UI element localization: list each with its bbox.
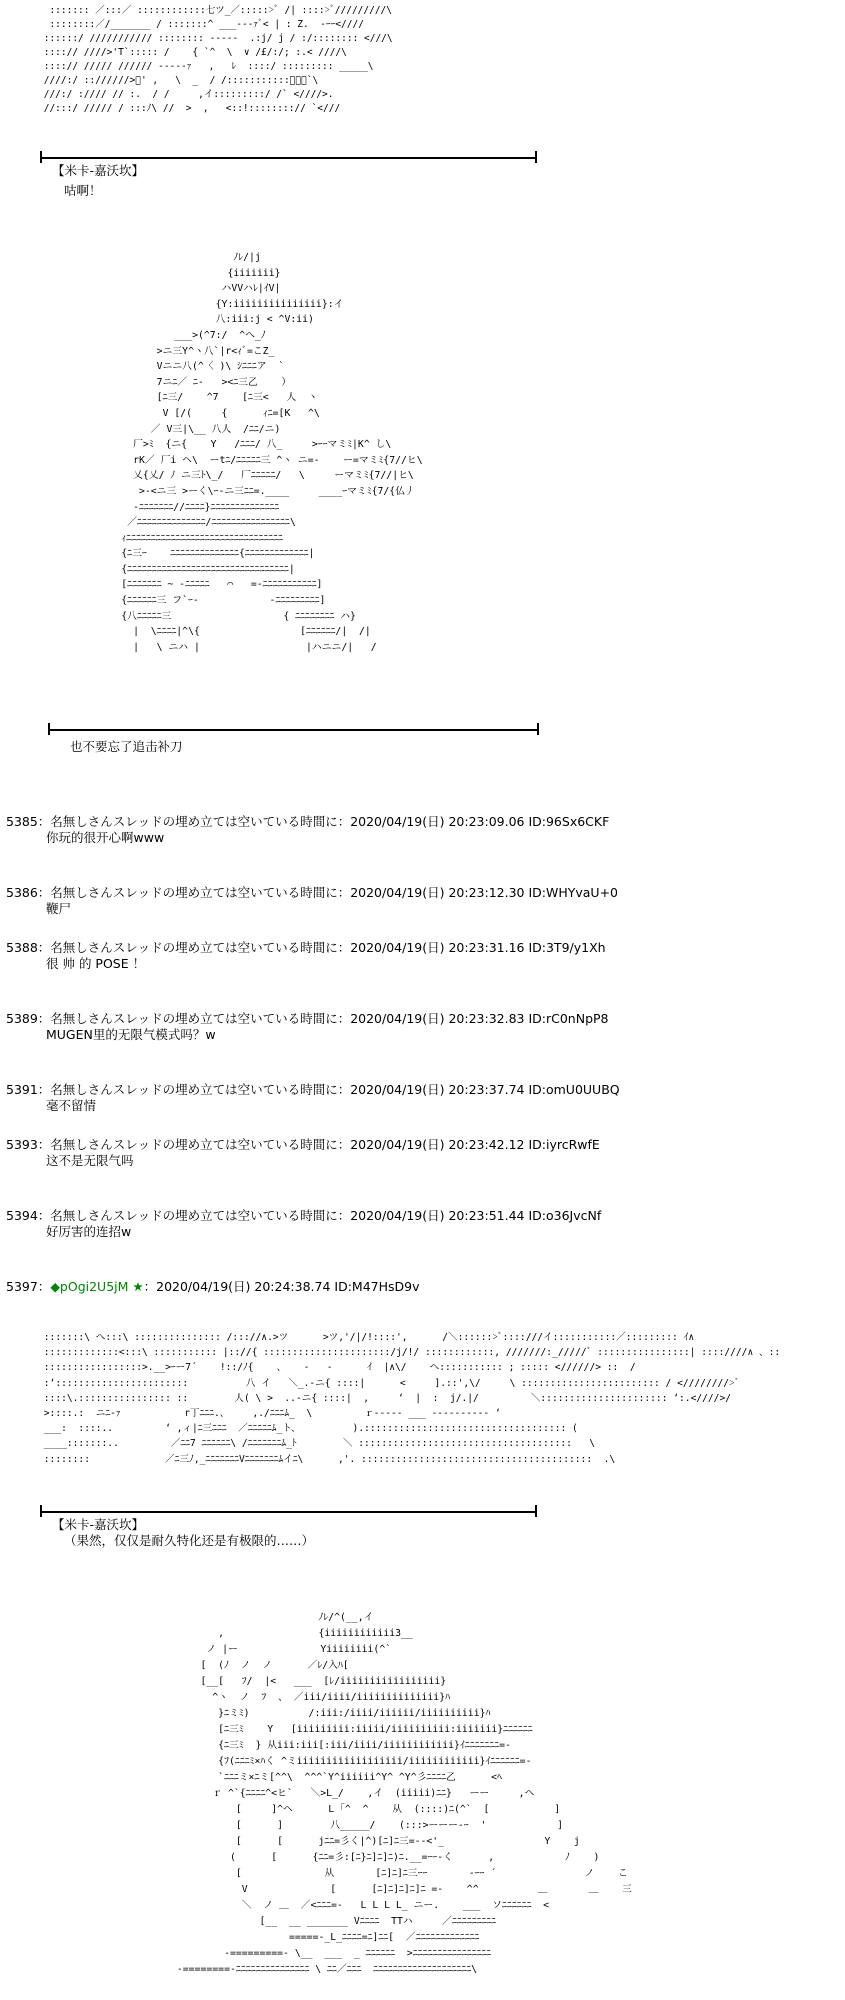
post-number: 5397： bbox=[6, 1279, 51, 1294]
caption-speaker: 【米卡-嘉沃坎】 bbox=[52, 163, 145, 178]
divider-rule bbox=[40, 1511, 536, 1513]
post-body: 毫不留情 bbox=[46, 1098, 97, 1113]
ascii-art-girl-2: ﾉﾚ/^(__,イ , {iiiiiiiiiiii3__ ノ |ー Yiiiiiiii(^` [ (ﾉ ノ ノ ／ﾚ/入ﾊ[ [__[ ﾌ/ |< ___ [ﾚ/iiiiiiiiiiiiiiiii} ^ヽ ノ ﾌ 、 ／iii/iiii/iiiiiiiiiiiiii}ﾊ }ﾆミﾐ) /:iii:/iiii/iiiiii/iiiiiiiiii}ﾊ [ﾆ三ﾐ Y [iiiiiiiii:iiiii/iiiiiiiiii:iiiiiii}ﾆﾆﾆﾆﾆﾆ {ﾆ三ﾐ } 从iii:iii[:iii/iiii/iiiiiiiiiiii}ｲﾆﾆﾆﾆﾆﾆﾆ=- {ﾌ(ﾆﾆﾆﾐ×ﾊく ^ミiiiiiiiiiiiiiiiiii/iiiiiiiiiiii}ｲﾆﾆﾆﾆﾆﾆ=- `ﾆﾆﾆミ×ﾆミ[^^\ ^^^`Y^iiiiii^Y^ ^Y^彡ﾆﾆﾆﾆ乙 <ﾍ ｒ ^`{ﾆﾆﾆﾆ^<ヒ` ＼>L_/ ,イ (iiiii)ﾆﾆ} ーー ,ヘ [ ]^ヘ L ｢^ ^ 从 (::::)ﾆ(^` [ ] [ ] 八_____/ (:::>ーーー-ｰ ' ] [ [ jﾆﾆ=彡く|^)[ﾆ]ﾆ三=--<'_ Y j ( [ {ﾆﾆ=彡:[ﾆ}ﾆ]ﾆ]ﾆ)ﾆ.__=ｰｰ-く , ﾉ ) [ 从 [ﾆ]ﾆ]ﾆ三ｰｰ -ｰｰ ´ ノ こ V [ [ﾆ]ﾆ]ﾆ]ﾆ]ﾆ =- ^^ ＿ ＿ 三 ＼ ノ ＿ ／<ﾆﾆﾆ=- L L L L_ ニー. ___ ソﾆﾆﾆﾆﾆﾆ < [__ __ _______ Vﾆﾆﾆﾆ TTハ ／ﾆﾆﾆﾆﾆﾆﾆﾆﾆ =====-_L_ﾆﾆﾆﾆ=ﾆ]ﾆﾆ[ ／ﾆﾆﾆﾆﾆﾆﾆﾆﾆﾆﾆﾆﾆ -=========- \__ ___ _ ﾆﾆﾆﾆﾆﾆ >ﾆﾆﾆﾆﾆﾆﾆﾆﾆﾆﾆﾆﾆﾆﾆﾆ -========-ﾆﾆﾆﾆﾆﾆﾆﾆﾆﾆﾆﾆﾆﾆﾆ \ ﾆﾆ／ﾆﾆﾆ ﾆﾆﾆﾆﾆﾆﾆﾆﾆﾆﾆﾆﾆﾆﾆﾆﾆﾆﾆﾆ\ bbox=[176, 1612, 632, 1975]
ascii-art-top: ::::::: ／:::／ ::::::::::::七ツ_／:::::>ﾞ /| ::::>ﾞ/////////\ ::::::::／/_______ / :::::::^ ___---ｧﾞ< | : Z. -ｰｰ<//// ::::::/ /////////// :::::::: ----- .:j/ j / :/:::::::: <///\ ::::// ////>'T`::::: / { `^ \ ∨ /£/:/; :.< ////\ ::::// ///// ////// -----ｧ , ﾚ ::::/ ::::::::: _____\ ////:/ :://////>ﾞ' , \ _ / /:::::::::::ｰｰｰ`\ ///:/ ://// // :. / / ,イ:::::::::/ /` <////>. //:::/ ///// / :::ﾉ\ // > , <::!::::::::// `</// bbox=[43, 5, 393, 114]
divider-tick-right bbox=[535, 1505, 537, 1517]
post-meta: ：2020/04/19(日) 20:24:38.74 ID:M47HsD9v bbox=[143, 1279, 420, 1294]
post-body: 你玩的很开心啊www bbox=[46, 830, 165, 845]
caption-line: 也不要忘了追击补刀 bbox=[70, 739, 183, 754]
divider-tick-right bbox=[537, 723, 539, 735]
post-header: 5385：名無しさんスレッドの埋め立ては空いている時間に：2020/04/19(日) 20:23:09.06 ID:96Sx6CKF bbox=[6, 814, 610, 829]
post-body: 很 帅 的 POSE ！ bbox=[46, 956, 146, 971]
post-header: 5394：名無しさんスレッドの埋め立ては空いている時間に：2020/04/19(日) 20:23:51.44 ID:o36JvcNf bbox=[6, 1208, 602, 1223]
ascii-art-girl-1: ﾉﾚ/|j {iiiiiii} ハVVハﾚ|ｲV| {Y:iiiiiiiiiiiiiii}:イ 八:iii:j < ^V:ii) ___>(^7:/ ^へ_ﾉ >ニ三Y^ヽ八`|r<ｨﾞ=こZ_ Vニニ八(^〈 )\ ｼﾆﾆﾆア ` 7ニﾆ／ ﾆ- ><ﾆ三乙 ） [ﾆ三/ ^7 [ﾆ三< 人 ヽ V [/( { ｨﾆ=[K ^\ ／ V三|\__ 八人 /ﾆﾆ/ニ) 厂>ﾐ {ニ{ Y /ﾆﾆﾆ/ 八_ >ｰｰマミﾐ|K^ し\ rK／ 厂i ヘ\ ーtﾆ/ﾆﾆﾆﾆﾆ三 ^ヽ ニ=- ー=マミﾐ{7//ヒ\ 乂{乂/ ﾉ ニ三ﾄ\_/ 厂ﾆﾆﾆﾆﾆ/ \ ーマミﾐ{7//|ヒ\ >-<ニ三 >ーく\ｰ-ニ三ﾆﾆ=.____ ____ｰマミﾐ{7/{仏丿 -ﾆﾆﾆﾆﾆﾆﾆ//ﾆﾆﾆﾆ}ﾆﾆﾆﾆﾆﾆﾆﾆﾆﾆﾆﾆﾆﾆ ／ﾆﾆﾆﾆﾆﾆﾆﾆﾆﾆﾆﾆﾆﾆ/ﾆﾆﾆﾆﾆﾆﾆﾆﾆﾆﾆﾆﾆﾆﾆﾆ\ ｨﾆﾆﾆﾆﾆﾆﾆﾆﾆﾆﾆﾆﾆﾆﾆﾆﾆﾆﾆﾆﾆﾆﾆﾆﾆﾆﾆﾆﾆﾆﾆﾆ {ﾆ三ｰ ﾆﾆﾆﾆﾆﾆﾆﾆﾆﾆﾆﾆﾆﾆ{ﾆﾆﾆﾆﾆﾆﾆﾆﾆﾆﾆﾆﾆ| {ﾆﾆﾆﾆﾆﾆﾆﾆﾆﾆﾆﾆﾆﾆﾆﾆﾆﾆﾆﾆﾆﾆﾆﾆﾆﾆﾆﾆﾆﾆﾆﾆﾆ| [ﾆﾆﾆﾆﾆﾆﾆ ~ -ﾆﾆﾆﾆﾆ ⌒ =-ﾆﾆﾆﾆﾆﾆﾆﾆﾆﾆﾆ] {ﾆﾆﾆﾆﾆﾆ三 フ`ｰ- -ﾆﾆﾆﾆﾆﾆﾆﾆﾆ] {八ﾆﾆﾆﾆﾆ三 { ﾆﾆﾆﾆﾆﾆﾆﾆ ハ} | \ﾆﾆﾆﾆ|^\{ [ﾆﾆﾆﾆﾆﾆ/| /| | \ ニハ | |ハニニ/| / bbox=[121, 252, 423, 653]
post-body: 鞭尸 bbox=[46, 901, 72, 916]
author-trip: ◆pOgi2U5jM bbox=[50, 1279, 129, 1294]
post-body: 好厉害的连招w bbox=[46, 1224, 132, 1239]
post-body: 这不是无限气吗 bbox=[46, 1153, 134, 1168]
caption-speaker: 【米卡-嘉沃坎】 bbox=[52, 1517, 145, 1532]
star-icon: ★ bbox=[132, 1279, 144, 1294]
caption-line: 咕啊！ bbox=[64, 183, 102, 198]
divider-rule bbox=[48, 729, 538, 731]
caption-line: （果然，仅仅是耐久特化还是有极限的……） bbox=[64, 1533, 315, 1548]
divider-tick-right bbox=[535, 151, 537, 163]
ascii-art-middle: :::::::\ へ:::\ ::::::::::::::: /::://∧.>ツ >ツ,'/|/!::::', /＼::::::>ﾞ::::///イ:::::::::::／::::::::: ｲ∧ :::::::::::::<:::\ ::::::::::: |:://{ ::::::::::::::::::::::/j/!/ ::::::::::::, ///////:_/////ﾞ ::::::::::::::::| ::::////∧ 、:: :::::::::::::::::>.__>ｰー7´ !::/ﾉ{ 、 - - ｲ |∧\/ ヘ::::::::::: ; ::::: <//////> :: / :‘::::::::::::::::::::::: 八 イ ＼_.-ニ{ ::::| < ].::',\/ \ :::::::::::::::::::::::: / <////////>ﾞ ::::\.:::::::::::::::: :: 人( \ > ..-ニ{ ::::| , ‘ | : j/.|/ ＼:::::::::::::::::::::: ‘:.<////>/ >::::.: ニﾆ-ｧ r丁ﾆﾆﾆ.、 ,./ﾆﾆﾆﾑ_ \ ｒ----- ___ ---------- ‘ ___: ::::.. ‘ ,ィ|ﾆ三ﾆﾆﾆ ／ﾆﾆﾆﾆﾆﾑ_ト、 ).::::::::::::::::::::::::::::::::::: ( ____:::::::.. ／ﾆﾆ7 ﾆﾆﾆﾆﾆﾆ\ /ﾆﾆﾆﾆﾆﾆﾆﾑ_ﾄ ＼ ::::::::::::::::::::::::::::::::::::: \ :::::::: ／ﾆ三ﾉ,_ﾆﾆﾆﾆﾆﾆﾆVﾆﾆﾆﾆﾆﾆﾆﾑイﾆ\ ,'. :::::::::::::::::::::::::::::::::::::::: .\ bbox=[43, 1332, 781, 1465]
post-header: 5391：名無しさんスレッドの埋め立ては空いている時間に：2020/04/19(日) 20:23:37.74 ID:omU0UUBQ bbox=[6, 1082, 620, 1097]
author-post-header bbox=[6, 1279, 420, 1295]
post-header: 5389：名無しさんスレッドの埋め立ては空いている時間に：2020/04/19(日) 20:23:32.83 ID:rC0nNpP8 bbox=[6, 1011, 609, 1026]
post-header: 5393：名無しさんスレッドの埋め立ては空いている時間に：2020/04/19(日) 20:23:42.12 ID:iyrcRwfE bbox=[6, 1137, 600, 1152]
post-header: 5386：名無しさんスレッドの埋め立ては空いている時間に：2020/04/19(日) 20:23:12.30 ID:WHYvaU+0 bbox=[6, 885, 619, 900]
post-body: MUGEN里的无限气模式吗？w bbox=[46, 1027, 216, 1042]
divider-rule bbox=[40, 157, 536, 159]
post-header: 5388：名無しさんスレッドの埋め立ては空いている時間に：2020/04/19(日) 20:23:31.16 ID:3T9/y1Xh bbox=[6, 940, 606, 955]
